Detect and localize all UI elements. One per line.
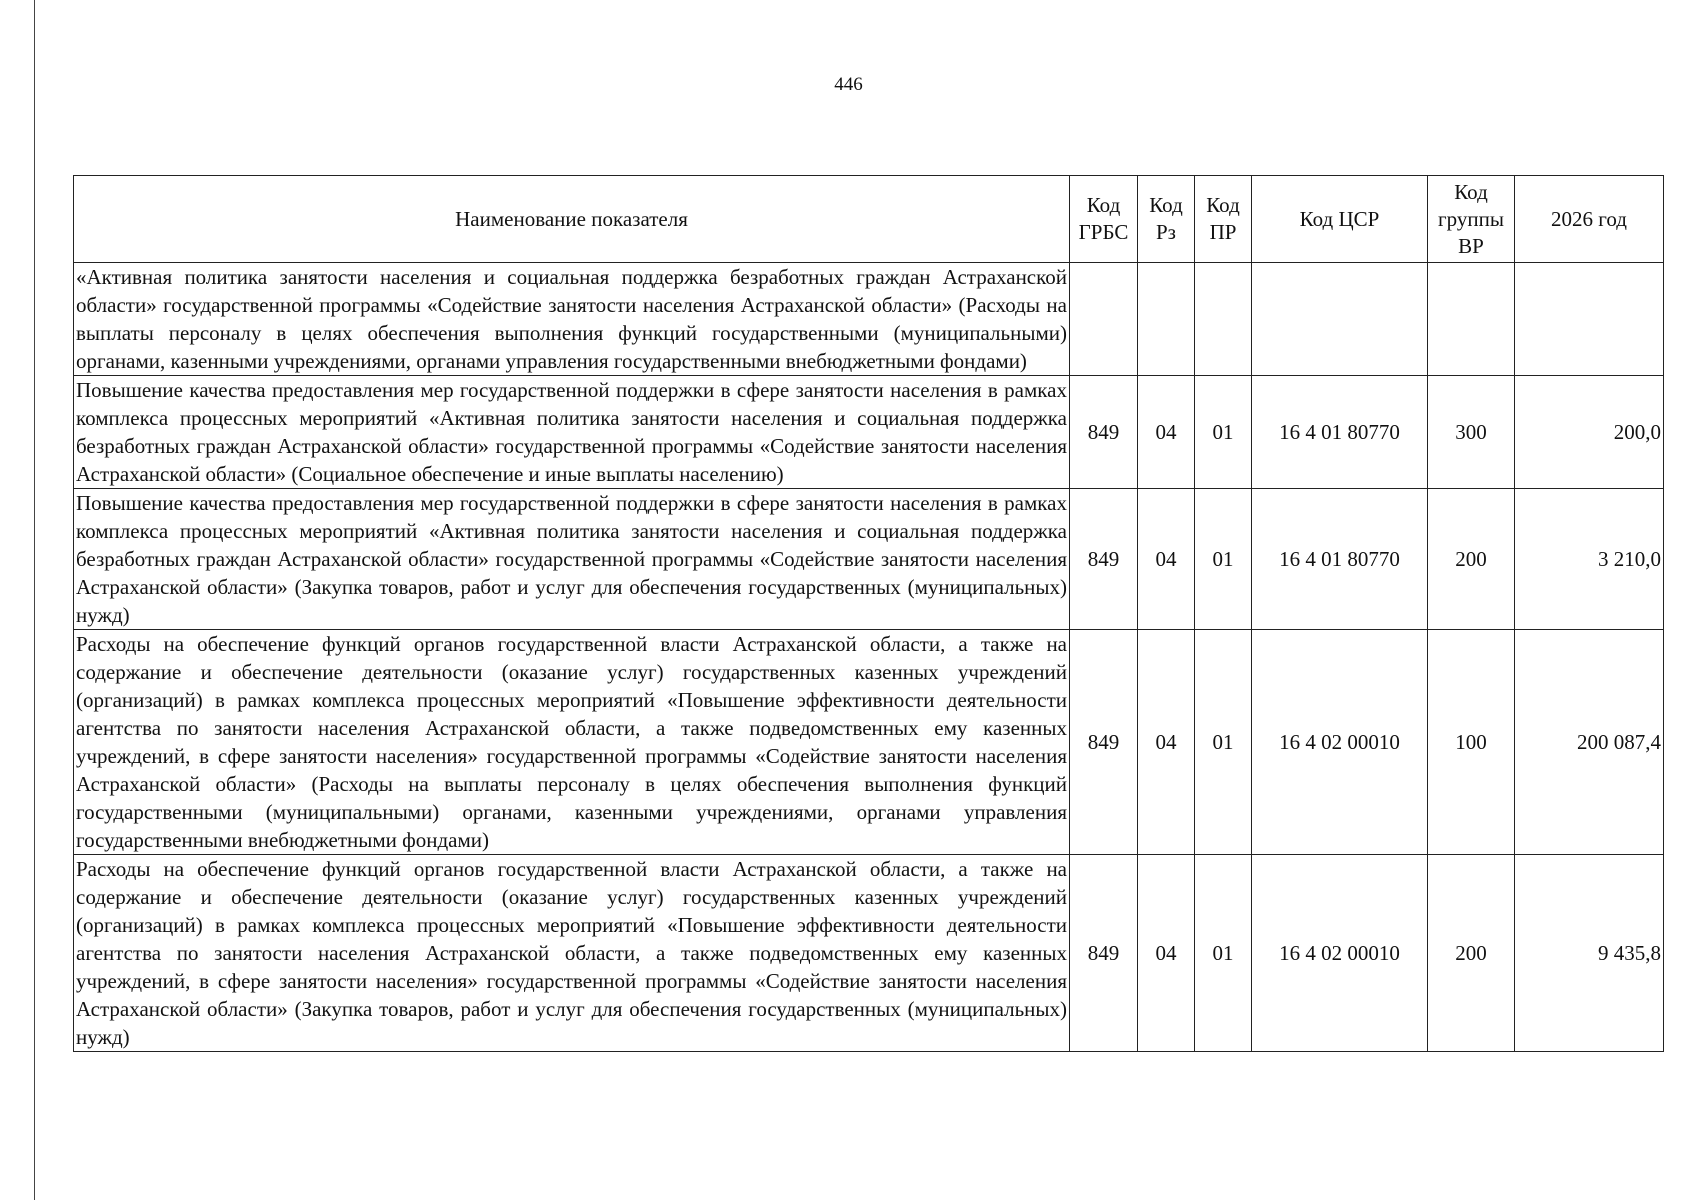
table-row [74, 630, 1664, 855]
row-csr: 16 4 02 00010 [1252, 855, 1428, 1052]
row-amount: 9 435,8 [1515, 855, 1664, 1052]
row-name: Расходы на обеспечение функций органов государственной власти Астраханской области, а также на содержание и обеспечение деятельности (оказание услуг) государственных казенных учреждений (организаций) в рамках комплекса процессных мероприятий «Повышение эффективности деятельности агентства по занятости населения Астраханской области, а также подведомственных ему казенных учреждений, в сфере занятости населения» государственной программы «Содействие занятости населения Астраханской области» (Закупка товаров, работ и услуг для обеспечения государственных (муниципальных) нужд) [74, 855, 1070, 1052]
row-grbs: 849 [1070, 630, 1138, 855]
row-rz: 04 [1138, 855, 1195, 1052]
header-year: 2026 год [1515, 176, 1664, 263]
row-rz: 04 [1138, 376, 1195, 489]
row-csr: 16 4 02 00010 [1252, 630, 1428, 855]
row-vr: 100 [1428, 630, 1515, 855]
header-name: Наименование показателя [74, 176, 1070, 263]
header-rz: Код Рз [1138, 176, 1195, 263]
row-amount: 200 087,4 [1515, 630, 1664, 855]
row-name: Повышение качества предоставления мер государственной поддержки в сфере занятости населения в рамках комплекса процессных мероприятий «Активная политика занятости населения и социальная поддержка безработных граждан Астраханской области» государственной программы «Содействие занятости населения Астраханской области» (Закупка товаров, работ и услуг для обеспечения государственных (муниципальных) нужд) [74, 489, 1070, 630]
row-csr [1252, 263, 1428, 376]
row-vr: 300 [1428, 376, 1515, 489]
budget-table [73, 175, 1664, 1052]
row-amount: 3 210,0 [1515, 489, 1664, 630]
row-vr [1428, 263, 1515, 376]
row-rz [1138, 263, 1195, 376]
row-name: Повышение качества предоставления мер государственной поддержки в сфере занятости населения в рамках комплекса процессных мероприятий «Активная политика занятости населения и социальная поддержка безработных граждан Астраханской области» государственной программы «Содействие занятости населения Астраханской области» (Социальное обеспечение и иные выплаты населению) [74, 376, 1070, 489]
row-pr: 01 [1195, 376, 1252, 489]
header-vr: Код группы ВР [1428, 176, 1515, 263]
row-vr: 200 [1428, 855, 1515, 1052]
table-row [74, 855, 1664, 1052]
header-grbs: Код ГРБС [1070, 176, 1138, 263]
row-pr: 01 [1195, 489, 1252, 630]
table-row [74, 489, 1664, 630]
row-csr: 16 4 01 80770 [1252, 376, 1428, 489]
row-amount: 200,0 [1515, 376, 1664, 489]
row-csr: 16 4 01 80770 [1252, 489, 1428, 630]
row-pr: 01 [1195, 855, 1252, 1052]
header-row [74, 176, 1664, 263]
table-row [74, 263, 1664, 376]
table-row [74, 376, 1664, 489]
row-name: Расходы на обеспечение функций органов государственной власти Астраханской области, а также на содержание и обеспечение деятельности (оказание услуг) государственных казенных учреждений (организаций) в рамках комплекса процессных мероприятий «Повышение эффективности деятельности агентства по занятости населения Астраханской области, а также подведомственных ему казенных учреждений, в сфере занятости населения» государственной программы «Содействие занятости населения Астраханской области» (Расходы на выплаты персоналу в целях обеспечения выполнения функций государственными (муниципальными) органами, казенными учреждениями, органами управления государственными внебюджетными фондами) [74, 630, 1070, 855]
row-name: «Активная политика занятости населения и социальная поддержка безработных граждан Астраханской области» государственной программы «Содействие занятости населения Астраханской области» (Расходы на выплаты персоналу в целях обеспечения выполнения функций государственными (муниципальными) органами, казенными учреждениями, органами управления государственными внебюджетными фондами) [74, 263, 1070, 376]
row-rz: 04 [1138, 630, 1195, 855]
row-amount [1515, 263, 1664, 376]
row-pr [1195, 263, 1252, 376]
row-grbs: 849 [1070, 376, 1138, 489]
page-margin-line [34, 0, 35, 1200]
header-pr: Код ПР [1195, 176, 1252, 263]
page-number: 446 [834, 74, 863, 95]
row-pr: 01 [1195, 630, 1252, 855]
row-grbs: 849 [1070, 489, 1138, 630]
row-grbs: 849 [1070, 855, 1138, 1052]
row-rz: 04 [1138, 489, 1195, 630]
row-vr: 200 [1428, 489, 1515, 630]
header-csr: Код ЦСР [1252, 176, 1428, 263]
row-grbs [1070, 263, 1138, 376]
